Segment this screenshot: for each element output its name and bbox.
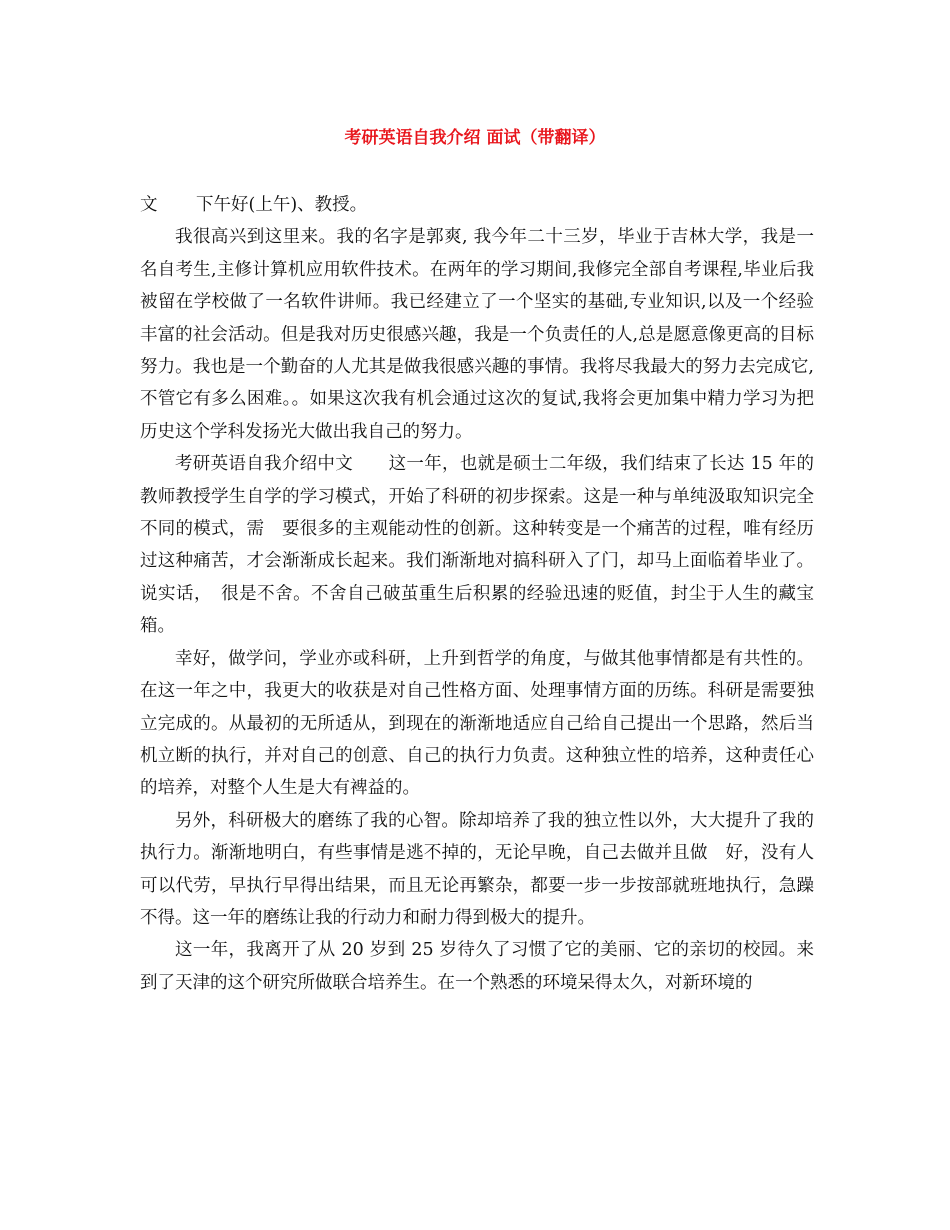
greeting-lead: 文: [140, 195, 158, 215]
paragraph: 这一年，我离开了从 20 岁到 25 岁待久了习惯了它的美丽、它的亲切的校园。来到了天津的这个研究所做联合培养生。在一个熟悉的环境呆得太久，对新环境的: [140, 940, 814, 993]
greeting-line: [140, 189, 814, 221]
document-body: [140, 189, 814, 999]
paragraph: 我很高兴到这里来。我的名字是郭爽, 我今年二十三岁，毕业于吉林大学，我是一名自考生,主修计算机应用软件技术。在两年的学习期间,我修完全部自考课程,毕业后我被留在学校做了一名软件讲师。我已经建立了一个坚实的基础,专业知识,以及一个经验丰富的社会活动。但是我对历史很感兴趣，我是一个负责任的人,总是愿意像更高的目标努力。我也是一个勤奋的人尤其是做我很感兴趣的事情。我将尽我最大的努力去完成它,不管它有多么困难。。如果这次我有机会通过这次的复试,我将会更加集中精力学习为把历史这个学科发扬光大做出我自己的努力。: [140, 227, 814, 442]
paragraph: 幸好，做学问，学业亦或科研，上升到哲学的角度，与做其他事情都是有共性的。在这一年之中，我更大的收获是对自己性格方面、处理事情方面的历练。科研是需要独立完成的。从最初的无所适从，到现在的渐渐地适应自己给自己提出一个思路，然后当机立断的执行，并对自己的创意、自己的执行力负责。这种独立性的培养，这种责任心的培养，对整个人生是大有裨益的。: [140, 648, 814, 799]
greeting-text: 下午好(上午)、教授。: [196, 195, 368, 215]
paragraph: 考研英语自我介绍中文 这一年，也就是硕士二年级，我们结束了长达 15 年的教师教授学生自学的学习模式，开始了科研的初步探索。这是一种与单纯汲取知识完全不同的模式，需 要很多的主观能动性的创新。这种转变是一个痛苦的过程，唯有经历过这种痛苦，才会渐渐成长起来。我们渐渐地对搞科研入了门，却马上面临着毕业了。说实话， 很是不舍。不舍自己破茧重生后积累的经验迅速的贬值，封尘于人生的藏宝箱。: [140, 454, 814, 637]
paragraph: 另外，科研极大的磨练了我的心智。除却培养了我的独立性以外，大大提升了我的执行力。渐渐地明白，有些事情是逃不掉的，无论早晚，自己去做并且做 好，没有人可以代劳，早执行早得出结果，而且无论再繁杂，都要一步一步按部就班地执行，急躁不得。这一年的磨练让我的行动力和耐力得到极大的提升。: [140, 810, 814, 928]
document-title: 考研英语自我介绍 面试（带翻译）: [344, 128, 606, 148]
